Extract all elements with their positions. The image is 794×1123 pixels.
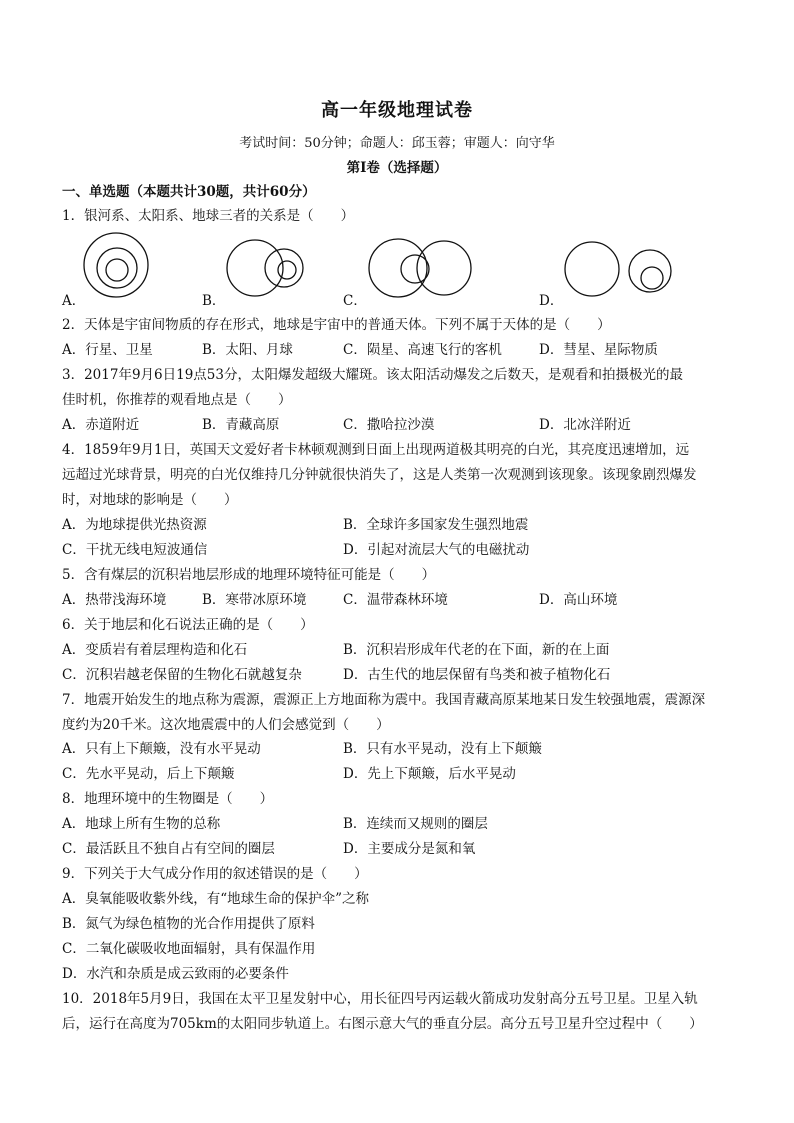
q3-stem-line2: 佳时机，你推荐的观看地点是（ ） xyxy=(62,392,292,408)
q1-diagram-b xyxy=(226,236,308,302)
q4-option-c: C．干扰无线电短波通信 xyxy=(62,542,208,558)
q3-option-c: C．撒哈拉沙漠 xyxy=(343,417,435,433)
q7-option-c: C．先水平晃动，后上下颠簸 xyxy=(62,766,235,782)
q7-option-d: D．先上下颠簸，后水平晃动 xyxy=(343,766,516,782)
q6-option-c: C．沉积岩越老保留的生物化石就越复杂 xyxy=(62,667,302,683)
q2-option-b: B．太阳、月球 xyxy=(202,342,293,358)
q1-option-b: B． xyxy=(202,293,226,309)
q2-stem: 2．天体是宇宙间物质的存在形式，地球是宇宙中的普通天体。下列不属于天体的是（ ） xyxy=(62,317,611,333)
q4-option-a: A．为地球提供光热资源 xyxy=(62,517,207,533)
q4-option-d: D．引起对流层大气的电磁扰动 xyxy=(343,542,530,558)
q1-option-d: D． xyxy=(539,293,564,309)
q9-option-b: B．氮气为绿色植物的光合作用提供了原料 xyxy=(62,916,315,932)
q5-stem: 5．含有煤层的沉积岩地层形成的地理环境特征可能是（ ） xyxy=(62,567,436,583)
section-heading: 一、单选题（本题共计30题，共计60分） xyxy=(62,184,316,200)
q7-stem-line1: 7．地震开始发生的地点称为震源，震源正上方地面称为震中。我国青藏高原某地某日发生较强地震，震源深 xyxy=(62,692,706,708)
q6-option-b: B．沉积岩形成年代老的在下面，新的在上面 xyxy=(343,642,610,658)
q3-option-a: A．赤道附近 xyxy=(62,417,140,433)
exam-title: 高一年级地理试卷 xyxy=(321,100,473,121)
q4-option-b: B．全球许多国家发生强烈地震 xyxy=(343,517,529,533)
q2-option-a: A．行星、卫星 xyxy=(62,342,153,358)
q7-option-b: B．只有水平晃动，没有上下颠簸 xyxy=(343,741,542,757)
q1-diagram-a xyxy=(82,230,152,302)
q2-option-d: D．彗星、星际物质 xyxy=(539,342,658,358)
q3-option-b: B．青藏高原 xyxy=(202,417,280,433)
q1-option-a: A． xyxy=(62,293,86,309)
q7-stem-line2: 度约为20千米。这次地震震中的人们会感觉到（ ） xyxy=(62,717,390,733)
q8-option-b: B．连续而又规则的圈层 xyxy=(343,816,488,832)
q4-stem-line1: 4．1859年9月1日，英国天文爱好者卡林顿观测到日面上出现两道极其明亮的白光，其亮度迅速增加，远 xyxy=(62,442,690,458)
q1-diagram-c xyxy=(368,236,474,302)
q1-option-c: C． xyxy=(343,293,367,309)
q8-option-c: C．最活跃且不独自占有空间的圈层 xyxy=(62,841,275,857)
q2-option-c: C．陨星、高速飞行的客机 xyxy=(343,342,502,358)
q3-option-d: D．北冰洋附近 xyxy=(539,417,631,433)
q6-option-d: D．古生代的地层保留有鸟类和被子植物化石 xyxy=(343,667,611,683)
q1-diagram-d xyxy=(564,238,674,302)
q5-option-c: C．温带森林环境 xyxy=(343,592,448,608)
q6-option-a: A．变质岩有着层理构造和化石 xyxy=(62,642,248,658)
q5-option-a: A．热带浅海环境 xyxy=(62,592,167,608)
q8-stem: 8．地理环境中的生物圈是（ ） xyxy=(62,791,274,807)
q1-stem: 1．银河系、太阳系、地球三者的关系是（ ） xyxy=(62,208,355,224)
part-heading: 第Ⅰ卷（选择题） xyxy=(346,160,448,176)
q9-stem: 9．下列关于大气成分作用的叙述错误的是（ ） xyxy=(62,866,368,882)
q5-option-d: D．高山环境 xyxy=(539,592,618,608)
q8-option-d: D．主要成分是氮和氧 xyxy=(343,841,476,857)
exam-info: 考试时间：50分钟；命题人：邱玉蓉；审题人：向守华 xyxy=(239,136,555,151)
q4-stem-line3: 时，对地球的影响是（ ） xyxy=(62,492,238,508)
q4-stem-line2: 远超过光球背景，明亮的白光仅维持几分钟就很快消失了，这是人类第一次观测到该现象。该现象剧烈爆发 xyxy=(62,467,697,483)
q7-option-a: A．只有上下颠簸，没有水平晃动 xyxy=(62,741,261,757)
q5-option-b: B．寒带冰原环境 xyxy=(202,592,307,608)
q6-stem: 6．关于地层和化石说法正确的是（ ） xyxy=(62,617,314,633)
q10-stem-line1: 10．2018年5月9日，我国在太平卫星发射中心，用长征四号丙运载火箭成功发射高分五号卫星。卫星入轨 xyxy=(62,991,698,1007)
q8-option-a: A．地球上所有生物的总称 xyxy=(62,816,221,832)
q9-option-d: D．水汽和杂质是成云致雨的必要条件 xyxy=(62,966,289,982)
q9-option-a: A．臭氧能吸收紫外线，有“地球生命的保护伞”之称 xyxy=(62,891,370,907)
q3-stem-line1: 3．2017年9月6日19点53分，太阳爆发超级大耀斑。该太阳活动爆发之后数天，是观看和拍摄极光的最 xyxy=(62,367,683,383)
q9-option-c: C．二氧化碳吸收地面辐射，具有保温作用 xyxy=(62,941,316,957)
q10-stem-line2: 后，运行在高度为705km的太阳同步轨道上。右图示意大气的垂直分层。高分五号卫星升空过程中（ ） xyxy=(62,1016,703,1032)
